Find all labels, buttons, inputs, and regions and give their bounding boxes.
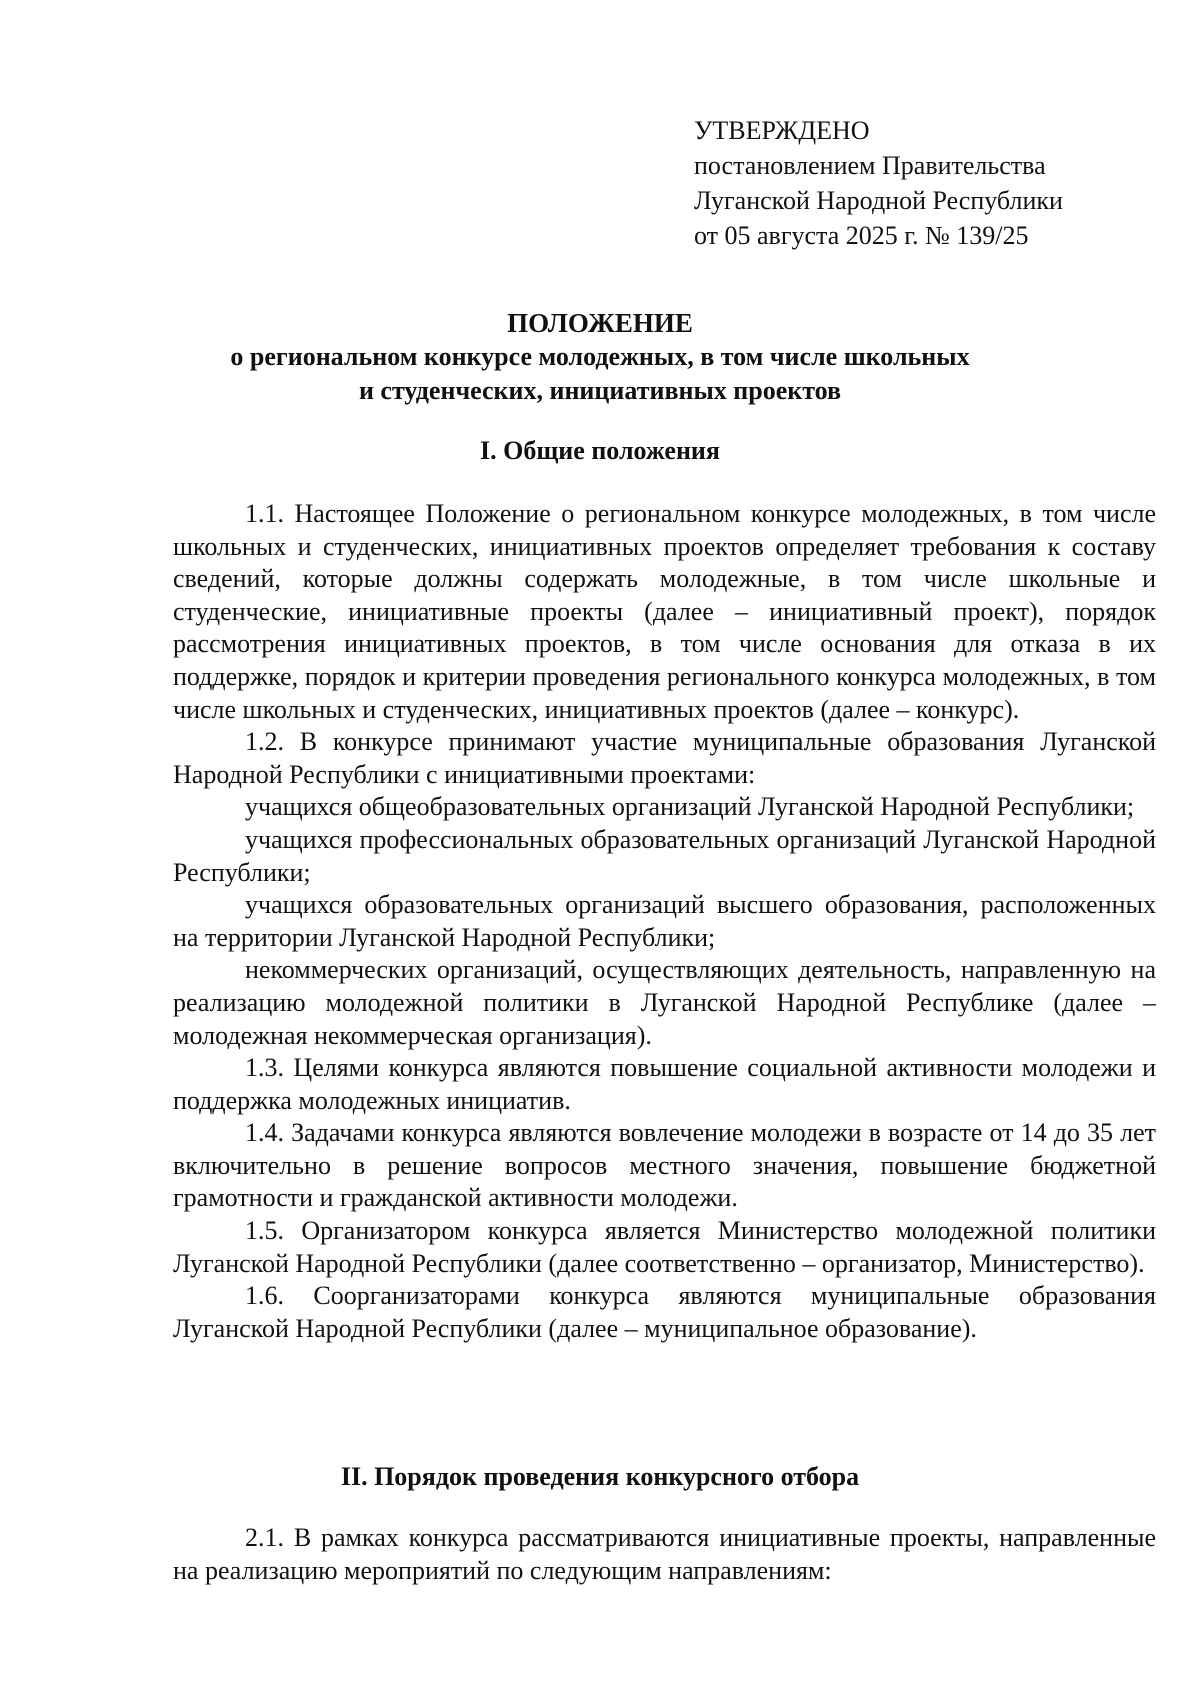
section-heading-1: I. Общие положения bbox=[480, 436, 720, 465]
paragraph-1-2-item-3: учащихся образовательных организаций высшего образования, расположенных на территории Луганской Народной Республики; bbox=[173, 890, 1156, 952]
paragraph-2-1: 2.1. В рамках конкурса рассматриваются инициативные проекты, направленные на реализацию мероприятий по следующим направлениям: bbox=[173, 1523, 1156, 1585]
paragraph-1-2-item-4: некоммерческих организаций, осуществляющих деятельность, направленную на реализацию молодежной политики в Луганской Народной Республике (далее – молодежная некоммерческая организация). bbox=[173, 955, 1156, 1050]
approval-date-number: от 05 августа 2025 г. № 139/25 bbox=[694, 221, 1029, 250]
paragraph-1-3: 1.3. Целями конкурса являются повышение социальной активности молодежи и поддержка молодежных инициатив. bbox=[173, 1053, 1156, 1115]
approval-label: УТВЕРЖДЕНО bbox=[694, 116, 870, 145]
paragraph-1-1: 1.1. Настоящее Положение о региональном конкурсе молодежных, в том числе школьных и студенческих, инициативных проектов определяет требования к составу сведений, которые должны содержать молодежные, в том числе школьные и студенческие, инициативные проекты (далее – инициативный проект), порядок рассмотрения инициативных проектов, в том числе основания для отказа в их поддержке, порядок и критерии проведения регионального конкурса молодежных, в том числе школьных и студенческих, инициативных проектов (далее – конкурс). bbox=[173, 499, 1156, 724]
paragraph-1-2-item-2: учащихся профессиональных образовательных организаций Луганской Народной Республики; bbox=[173, 824, 1156, 887]
approval-stamp bbox=[694, 113, 1063, 253]
approval-authority: постановлением Правительства bbox=[694, 151, 1046, 180]
section-2-body bbox=[173, 1522, 1156, 1587]
paragraph-1-6: 1.6. Соорганизаторами конкурса являются муниципальные образования Луганской Народной Республики (далее – муниципальное образование). bbox=[173, 1281, 1156, 1343]
document-title-main: ПОЛОЖЕНИЕ bbox=[507, 308, 693, 338]
document-title bbox=[0, 306, 1200, 408]
paragraph-1-2-item-1: учащихся общеобразовательных организаций Луганской Народной Республики; bbox=[245, 792, 1135, 822]
paragraph-1-4: 1.4. Задачами конкурса являются вовлечение молодежи в возрасте от 14 до 35 лет включительно в решение вопросов местного значения, повышение бюджетной грамотности и гражданской активности молодежи. bbox=[173, 1118, 1156, 1213]
document-title-sub-1: о региональном конкурсе молодежных, в том числе школьных bbox=[230, 342, 970, 371]
section-1-body bbox=[173, 498, 1156, 1345]
section-heading-2: II. Порядок проведения конкурсного отбора bbox=[340, 1462, 860, 1491]
approval-government: Луганской Народной Республики bbox=[694, 186, 1063, 215]
paragraph-1-5: 1.5. Организатором конкурса является Министерство молодежной политики Луганской Народной Республики (далее соответственно – организатор, Министерство). bbox=[173, 1216, 1156, 1278]
paragraph-1-2: 1.2. В конкурсе принимают участие муниципальные образования Луганской Народной Республики с инициативными проектами: bbox=[173, 727, 1156, 789]
document-title-sub-2: и студенческих, инициативных проектов bbox=[358, 376, 842, 405]
